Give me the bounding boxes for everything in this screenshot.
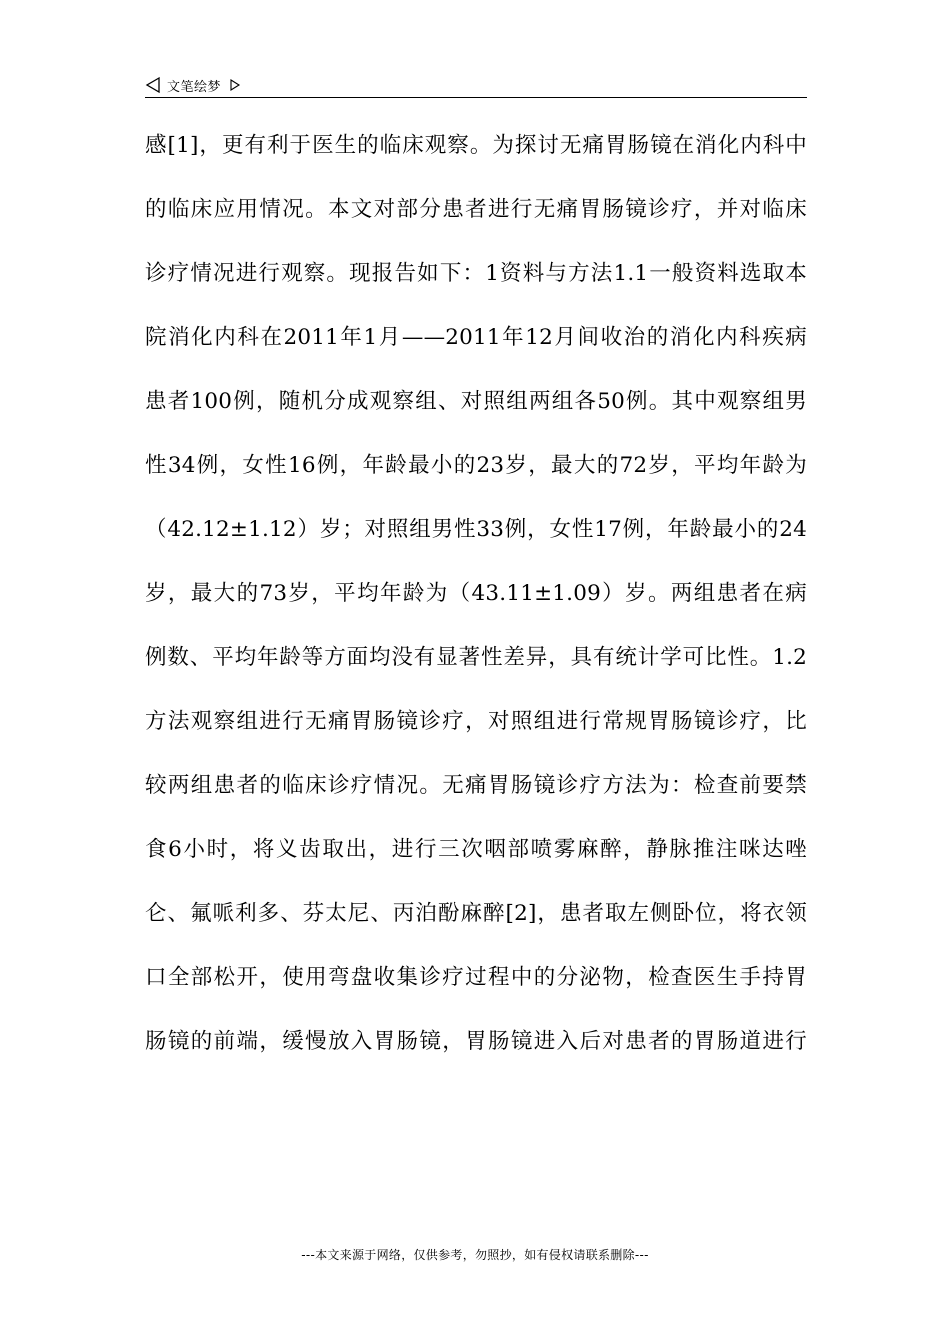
text-line: 口全部松开，使用弯盘收集诊疗过程中的分泌物，检查医生手持胃: [145, 965, 807, 990]
text-line: 肠镜的前端，缓慢放入胃肠镜，胃肠镜进入后对患者的胃肠道进行: [145, 1029, 807, 1054]
text-line: 患者100例，随机分成观察组、对照组两组各50例。其中观察组男: [145, 389, 807, 414]
text-line: 方法观察组进行无痛胃肠镜诊疗，对照组进行常规胃肠镜诊疗，比: [145, 709, 807, 734]
text-line: 性34例，女性16例，年龄最小的23岁，最大的72岁，平均年龄为: [145, 453, 807, 478]
text-line: 仑、氟哌利多、芬太尼、丙泊酚麻醉[2]，患者取左侧卧位，将衣领: [145, 901, 807, 926]
text-line: 岁，最大的73岁，平均年龄为（43.11±1.09）岁。两组患者在病: [145, 581, 807, 606]
triangle-right-icon: [229, 79, 241, 91]
triangle-left-icon: [145, 76, 161, 94]
text-line: （42.12±1.12）岁；对照组男性33例，女性17例，年龄最小的24: [145, 517, 807, 542]
page-header: [145, 74, 807, 96]
text-line: 院消化内科在2011年1月——2011年12月间收治的消化内科疾病: [145, 325, 807, 350]
text-line: 感[1]，更有利于医生的临床观察。为探讨无痛胃肠镜在消化内科中: [145, 133, 807, 158]
document-body: [145, 130, 807, 1090]
page-footer: ---本文来源于网络，仅供参考，勿照抄，如有侵权请联系删除---: [301, 1248, 649, 1262]
header-title: 文笔绘梦: [167, 79, 222, 95]
text-line: 的临床应用情况。本文对部分患者进行无痛胃肠镜诊疗，并对临床: [145, 197, 807, 222]
header-divider: [145, 97, 807, 98]
text-line: 诊疗情况进行观察。现报告如下：1资料与方法1.1一般资料选取本: [145, 261, 807, 286]
text-line: 例数、平均年龄等方面均没有显著性差异，具有统计学可比性。1.2: [145, 645, 807, 670]
text-line: 食6小时，将义齿取出，进行三次咽部喷雾麻醉，静脉推注咪达唑: [145, 837, 807, 862]
text-line: 较两组患者的临床诊疗情况。无痛胃肠镜诊疗方法为：检查前要禁: [145, 773, 807, 798]
